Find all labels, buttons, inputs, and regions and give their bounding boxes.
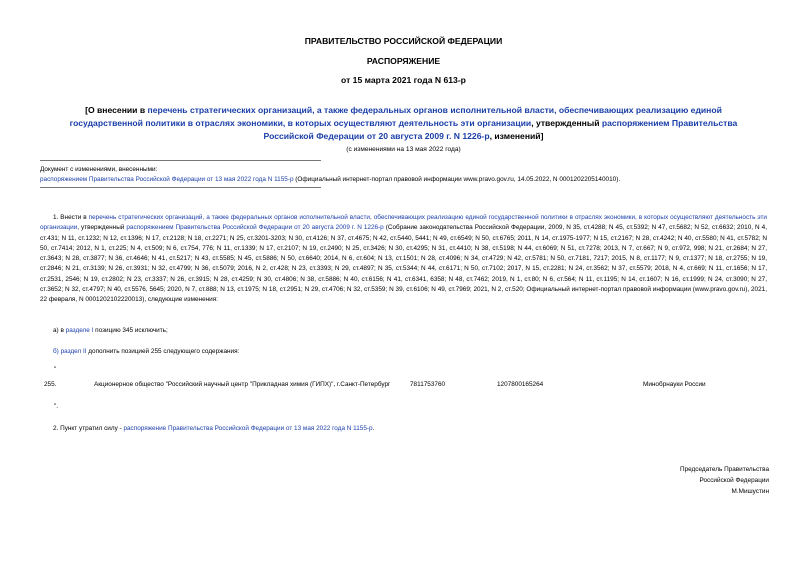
para1-lead: 1. Внести в xyxy=(53,214,89,221)
divider-top xyxy=(40,160,321,161)
item-b xyxy=(53,348,239,355)
title-open: [О внесении в xyxy=(85,105,148,115)
row-organization: Акционерное общество "Российский научный центр "Прикладная химия (ГИПХ)", г.Санкт-Петербург xyxy=(94,381,391,388)
table-row xyxy=(0,381,807,393)
para1-rest: (Собрание законодательства Российской Федерации, 2009, N 35, ст.4288; N 45, ст.5392; N 47, ст.5682; N 52, ст.6632; 2010, N 4, ст.431; N 11, ст.1232; N 12, ст.1396; N 17, ст.2128; N 18, ст.2271; N 25, ст.3201-3203; N 30, ст.4126; N 37, ст.4675; N 42, ст.5440, 5441; N 49, ст.6549; N 50, ст.6765; 2011, N 14, ст.1975-1977; N 15, ст.2167; N 28, ст.4242; N 40, ст.5580; N 41, ст.5782; N 50, ст.7414; 2012, N 1, ст.225; N 4, ст.509; N 6, ст.754, 776; N 11, ст.1339; N 17, ст.2107; N 19, ст.2490; N 25, ст.3426; N 30, ст.4295; N 31, ст.4410; N 38, ст.5198; N 44, ст.6069; N 51, ст.7278; 2013, N 7, ст.667; N 9, ст.972, 998; N 21, ст.2684; N 27, ст.3643; N 28, ст.3877; N 36, ст.4646; N 41, ст.5217; N 43, ст.5585; N 45, ст.5886; N 50, ст.6640; 2014, N 6, ст.604; N 13, ст.1501; N 28, ст.4096; N 34, ст.4729; N 42, ст.5781; N 50, ст.7181, 7217; 2015, N 8, ст.1177; N 9, ст.1377; N 18, ст.2755; N 19, ст.2846; N 21, ст.3139; N 26, ст.3931; N 32, ст.4799; N 36, ст.5079; 2016, N 2, ст.428; N 23, ст.3393; N 29, ст.4897; N 35, ст.5344; N 44, ст.6171; N 50, ст.7102; 2017, N 15, ст.2281; N 24, ст.3562; N 37, ст.5579; 2018, N 4, ст.669; N 11, ст.1656; N 17, ст.2531, 2546; N 19, ст.2802; N 23, ст.3337; N 26, ст.3915; N 28, ст.4259; N 30, ст.4806; N 38, ст.5886; N 40, ст.6156; N 41, ст.6341, 6358; N 48, ст.7462; 2019, N 1, ст.80; N 6, ст.564; N 11, ст.1195; N 14, ст.1607; N 16, ст.1999; N 24, ст.3090; N 27, ст.3652; N 32, ст.4797; N 40, ст.5576, 5645; 2020, N 7, ст.888; N 13, ст.1975; N 18, ст.2951; N 29, ст.4706; N 32, ст.5359; N 39, ст.6106; N 49, ст.7969; 2021, N 2, ст.520; Официальный интернет-портал правовой информации (www.pravo.gov.ru), 2021, 22 февраля, N 0001202102220013), следующие изменения: xyxy=(40,224,767,304)
quote-close: ". xyxy=(54,403,59,410)
paragraph-1 xyxy=(40,213,767,306)
item-b-link[interactable]: б) раздел II xyxy=(53,348,87,355)
amendments-reference xyxy=(40,176,620,183)
row-ogrn: 1207800165264 xyxy=(497,381,544,388)
signature-name: М.Мишустин xyxy=(731,488,769,495)
item-a-lead: а) в xyxy=(53,327,66,334)
document-title xyxy=(62,104,745,143)
row-ministry: Минобрнауки России xyxy=(643,381,706,388)
amendment-link[interactable]: распоряжением Правительства Российской Федерации от 13 мая 2022 года N 1155-р xyxy=(40,176,294,183)
para2-link[interactable]: распоряжение Правительства Российской Федерации от 13 мая 2022 года N 1155-р xyxy=(123,425,373,432)
item-b-rest: дополнить позицией 255 следующего содержания: xyxy=(86,348,240,355)
document-date-number: от 15 марта 2021 года N 613-р xyxy=(341,75,466,85)
amendments-label: Документ с изменениями, внесенными: xyxy=(40,166,158,173)
signature-country: Российской Федерации xyxy=(699,477,769,484)
signature-title: Председатель Правительства xyxy=(680,466,769,473)
amendment-suffix: (Официальный интернет-портал правовой информации www.pravo.gov.ru, 14.05.2022, N 0001202205140010). xyxy=(293,176,621,183)
item-a-rest: позицию 345 исключить; xyxy=(93,327,168,334)
row-number: 255. xyxy=(44,381,57,388)
para2-lead: 2. Пункт утратил силу - xyxy=(53,425,124,432)
row-inn: 7811753760 xyxy=(410,381,446,388)
item-a xyxy=(53,327,168,334)
divider-bottom xyxy=(40,187,321,188)
quote-open: " xyxy=(54,366,57,373)
para1-link-list[interactable]: перечень стратегических организаций, а также федеральных органов исполнительной власти, обеспечивающих реализацию единой государственной политики в отраслях экономики, в которых осуществляют деятельность эти организации xyxy=(40,214,767,232)
government-heading: ПРАВИТЕЛЬСТВО РОССИЙСКОЙ ФЕДЕРАЦИИ xyxy=(304,36,503,46)
document-type-heading: РАСПОРЯЖЕНИЕ xyxy=(366,56,441,66)
title-link-decree[interactable]: распоряжением Правительства Российской Федерации от 20 августа 2009 г. N 1226-р xyxy=(263,118,738,141)
paragraph-2 xyxy=(53,425,374,432)
para1-link-decree[interactable]: распоряжением Правительства Российской Федерации от 20 августа 2009 г. N 1226-р xyxy=(126,224,384,232)
title-link-list[interactable]: перечень стратегических организаций, а также федеральных органов исполнительной власти, обеспечивающих реализацию единой государственной политики в отраслях экономики, в которых осуществляют деятельность эти организации xyxy=(69,105,722,128)
para1-mid: , утвержденный xyxy=(77,224,127,232)
para2-tail: . xyxy=(372,425,375,432)
title-mid: , утвержденный xyxy=(531,118,602,128)
item-a-link[interactable]: разделе I xyxy=(65,327,94,334)
changes-note: (с изменениями на 13 мая 2022 года) xyxy=(346,146,461,153)
title-close: , изменений] xyxy=(489,131,544,141)
